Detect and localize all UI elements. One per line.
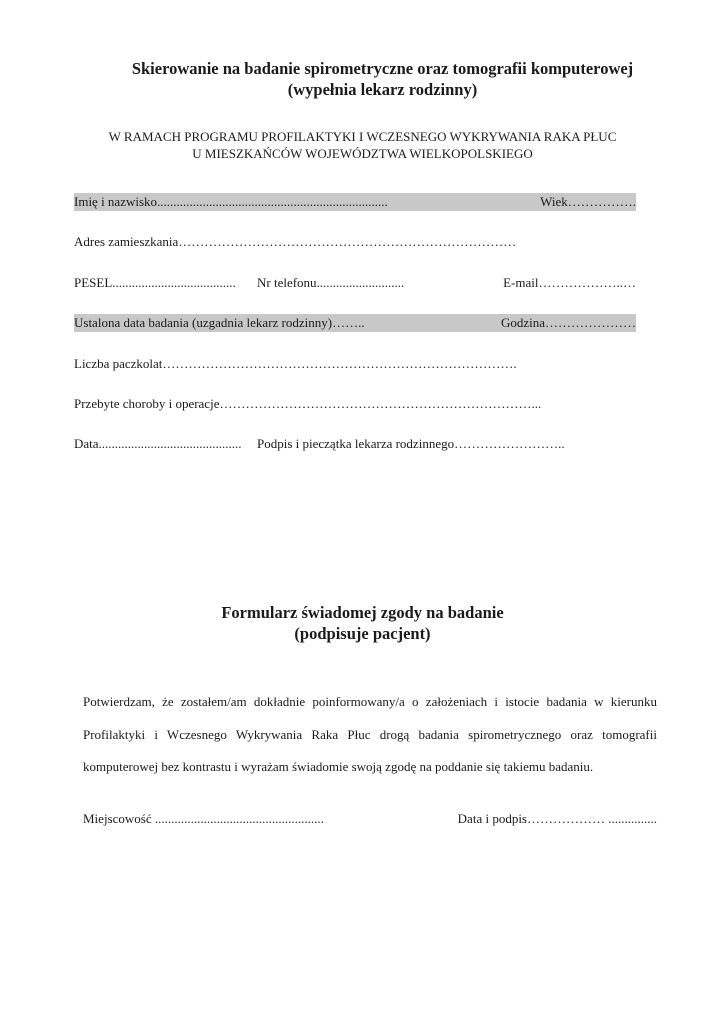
pack-years-field[interactable]: Liczba paczkolat……………………………………………………………………….: [74, 356, 517, 371]
diseases-row: [74, 395, 636, 413]
name-field[interactable]: Imię i nazwisko.......................................................................: [74, 194, 388, 209]
pack-years-row: [74, 355, 636, 373]
doctor-signature-field[interactable]: Podpis i pieczątka lekarza rodzinnego……………………..: [257, 436, 565, 451]
exam-date-row: [74, 314, 636, 332]
pesel-phone-email-row: [74, 274, 636, 292]
referral-title-line1: Skierowanie na badanie spirometryczne oraz tomografii komputerowej: [131, 59, 634, 78]
address-field[interactable]: Adres zamieszkania……………………………………………………………………: [74, 234, 517, 249]
address-row: [74, 233, 636, 251]
age-field[interactable]: Wiek…………….: [540, 194, 636, 209]
exam-date-field[interactable]: Ustalona data badania (uzgadnia lekarz rodzinny)……..: [74, 315, 365, 330]
place-field[interactable]: Miejscowość ....................................................: [83, 811, 324, 826]
program-subtitle-line2: U MIESZKAŃCÓW WOJEWÓDZTWA WIELKOPOLSKIEGO: [192, 146, 533, 161]
email-field[interactable]: E-mail………………..…: [503, 275, 636, 290]
patient-date-signature-field[interactable]: Data i podpis……………… ...............: [457, 811, 657, 826]
program-subtitle-line1: W RAMACH PROGRAMU PROFILAKTYKI I WCZESNEGO WYKRYWANIA RAKA PŁUC: [108, 129, 617, 144]
consent-statement: Potwierdzam, że zostałem/am dokładnie poinformowany/a o założeniach i istocie badania w kierunku Profilaktyki i Wczesnego Wykrywania Raka Płuc drogą badania spirometrycznego oraz tomografii komputerowej bez kontrastu i wyrażam świadomie swoją zgodę na poddanie się takiemu badaniu.: [83, 694, 657, 774]
referral-title-line2: (wypełnia lekarz rodzinny): [287, 80, 478, 99]
pesel-field[interactable]: PESEL......................................: [74, 275, 236, 290]
patient-signature-row: [83, 810, 657, 828]
phone-field[interactable]: Nr telefonu...........................: [257, 275, 405, 290]
consent-title: [60, 602, 665, 644]
date-field[interactable]: Data............................................: [74, 436, 242, 451]
name-age-row: [74, 193, 636, 211]
consent-title-line2: (podpisuje pacjent): [294, 624, 431, 643]
consent-title-line1: Formularz świadomej zgody na badanie: [221, 603, 504, 622]
referral-title: [60, 58, 705, 100]
program-subtitle: [60, 128, 665, 162]
hour-field[interactable]: Godzina…………………: [500, 315, 636, 330]
date-signature-row: [74, 435, 636, 453]
diseases-field[interactable]: Przebyte choroby i operacje………………………………………………………………...: [74, 396, 542, 411]
